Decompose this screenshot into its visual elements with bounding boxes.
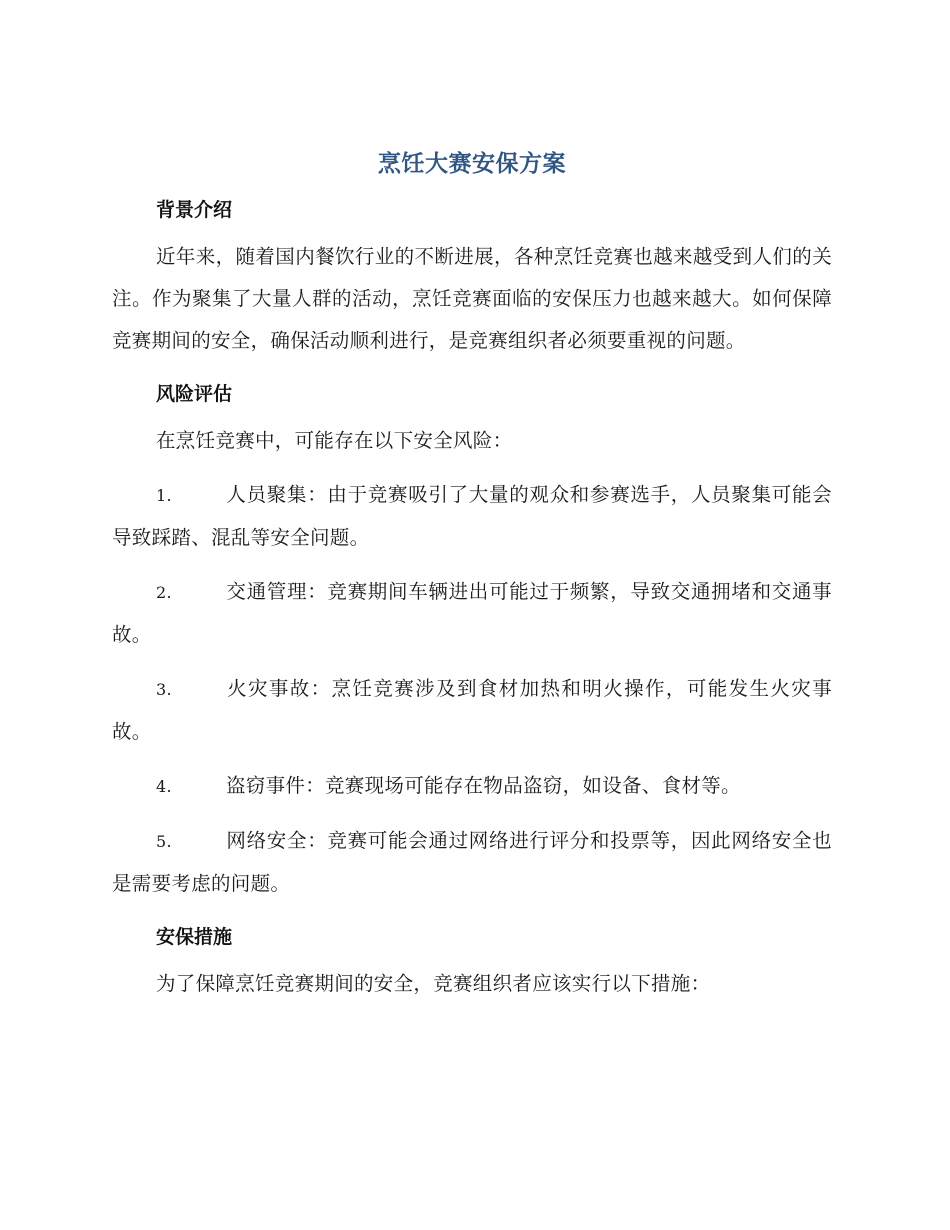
list-number: 2. — [156, 583, 172, 602]
list-item — [112, 571, 832, 656]
list-text: 火灾事故：烹饪竞赛涉及到食材加热和明火操作，可能发生火灾事故。 — [112, 677, 832, 743]
section-heading-background: 背景介绍 — [156, 199, 233, 221]
document-title: 烹饪大赛安保方案 — [378, 151, 566, 177]
list-item — [112, 820, 832, 905]
background-paragraph: 近年来，随着国内餐饮行业的不断进展，各种烹饪竞赛也越来越受到人们的关注。作为聚集了大量人群的活动，烹饪竞赛面临的安保压力也越来越大。如何保障竞赛期间的安全，确保活动顺利进行，是竞赛组织者必须要重视的问题。 — [112, 245, 832, 352]
list-item — [112, 474, 832, 559]
list-number: 5. — [156, 832, 172, 851]
risk-intro-paragraph: 在烹饪竞赛中，可能存在以下安全风险： — [156, 429, 513, 452]
list-number: 4. — [156, 777, 172, 796]
section-heading-measures: 安保措施 — [156, 926, 233, 948]
document-body — [112, 146, 832, 1005]
list-item — [112, 668, 832, 753]
list-item — [112, 765, 832, 808]
list-number: 3. — [156, 680, 172, 699]
list-text: 网络安全：竞赛可能会通过网络进行评分和投票等，因此网络安全也是需要考虑的问题。 — [112, 829, 832, 895]
list-text: 人员聚集：由于竞赛吸引了大量的观众和参赛选手，人员聚集可能会导致踩踏、混乱等安全问题。 — [112, 483, 832, 549]
list-number: 1. — [156, 486, 172, 505]
list-text: 交通管理：竞赛期间车辆进出可能过于频繁，导致交通拥堵和交通事故。 — [112, 580, 832, 646]
list-text: 盗窃事件：竞赛现场可能存在物品盗窃，如设备、食材等。 — [226, 774, 741, 797]
measures-intro-paragraph: 为了保障烹饪竞赛期间的安全，竞赛组织者应该实行以下措施： — [156, 972, 711, 995]
section-heading-risk: 风险评估 — [156, 383, 233, 405]
